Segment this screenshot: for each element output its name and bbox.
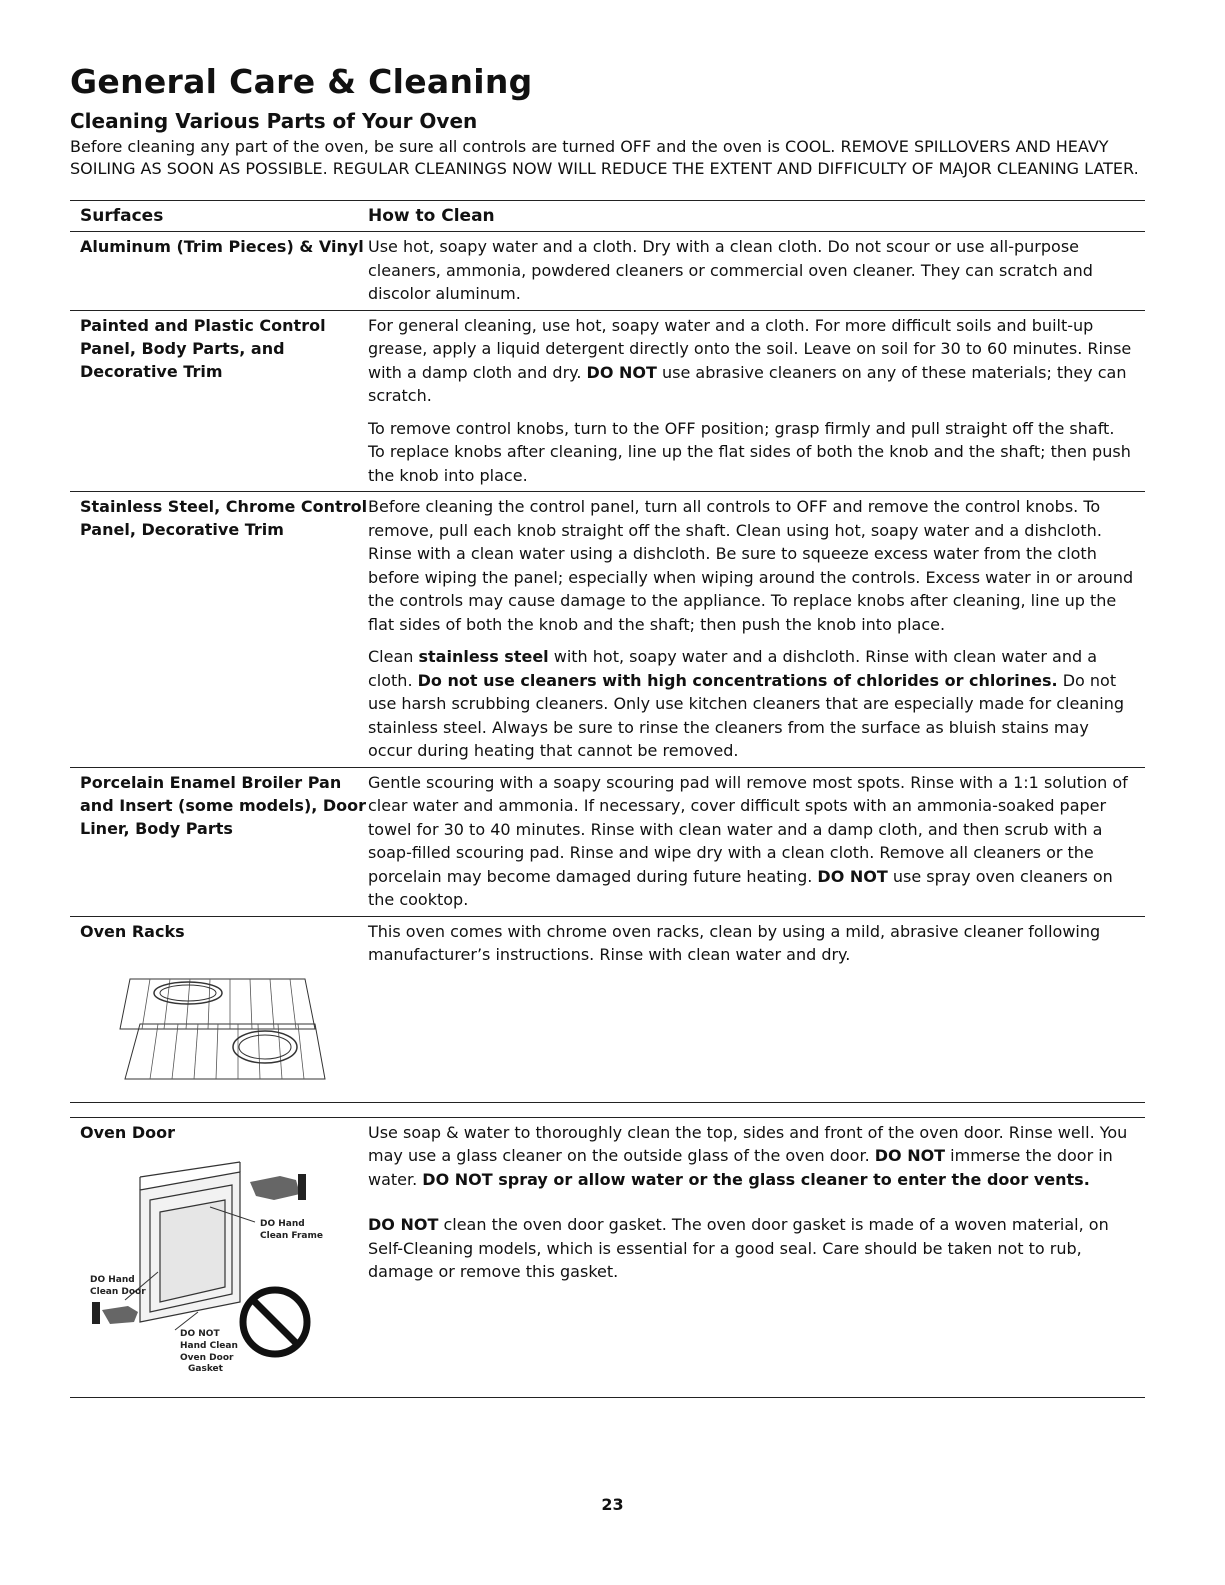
text: Do not use harsh scrubbing cleaners. Only use kitchen cleaners that are especially made for cleaning stainless steel. Always be sure to rinse the cleaners from the surface as bluish stains may occur during heating that cannot be removed. xyxy=(368,670,1124,760)
callout-frame-2: Clean Frame xyxy=(260,1230,323,1241)
paragraph xyxy=(368,235,1135,306)
surface-label: Painted and Plastic Control Panel, Body Parts, and Decorative Trim xyxy=(80,315,326,381)
how-to-clean xyxy=(368,314,1145,488)
hand-icon xyxy=(92,1302,138,1324)
bold-text: DO NOT xyxy=(817,866,888,886)
text: with hot, soapy water and a dishcloth. Rinse with clean water and a cloth. xyxy=(368,647,1098,690)
paragraph xyxy=(368,1213,1135,1284)
intro-text: Before cleaning any part of the oven, be sure all controls are turned OFF and the oven is COOL. REMOVE SPILLOVERS AND HEAVY SOILING AS SOON AS POSSIBLE. REGULAR CLEANINGS NOW WILL REDUCE THE EXTENT AND DIFFICULTY OF MAJOR CLEANING LATER. xyxy=(70,137,1139,178)
text: Clean xyxy=(368,647,419,666)
bold-text: DO NOT spray or allow water or the glass cleaner to enter the door vents. xyxy=(422,1169,1090,1189)
how-to-clean xyxy=(368,495,1145,763)
table-row xyxy=(70,311,1145,493)
surface-label: Oven Door xyxy=(80,1122,175,1142)
surface-cell xyxy=(70,920,368,1098)
text: use abrasive cleaners on any of these materials; they can scratch. xyxy=(368,362,1127,405)
callout-door-2: Clean Door xyxy=(90,1286,146,1297)
paragraph xyxy=(368,495,1135,636)
surface-label: Stainless Steel, Chrome Control Panel, Decorative Trim xyxy=(80,497,368,539)
prohibited-icon xyxy=(243,1290,307,1354)
paragraph xyxy=(368,417,1135,488)
callout-gasket-4: Gasket xyxy=(188,1363,223,1372)
paragraph xyxy=(368,314,1135,408)
callout-gasket-2: Hand Clean xyxy=(180,1340,238,1351)
callout-door-1: DO Hand xyxy=(90,1274,135,1285)
col-surfaces-header: Surfaces xyxy=(80,206,164,226)
page-title: General Care & Cleaning xyxy=(70,62,533,101)
page xyxy=(70,62,1145,1398)
callout-frame-1: DO Hand xyxy=(260,1218,305,1229)
text: For general cleaning, use hot, soapy water and a cloth. For more difficult soils and built-up grease, apply a liquid detergent directly onto the soil. Leave on soil for 30 to 60 minutes. Rinse with a damp cloth and dry. xyxy=(368,315,1132,382)
callout-gasket-1: DO NOT xyxy=(180,1328,220,1339)
table-row xyxy=(70,492,1145,768)
paragraph xyxy=(368,920,1135,967)
surface-label: Aluminum (Trim Pieces) & Vinyl xyxy=(80,237,364,256)
bold-text: DO NOT xyxy=(368,1215,439,1234)
table-header xyxy=(70,200,1145,232)
paragraph xyxy=(368,771,1135,912)
text: Gentle scouring with a soapy scouring pad will remove most spots. Rinse with a 1:1 solution of clear water and ammonia. If necessary, cover difficult spots with an ammonia-soaked paper towel for 30 to 40 minutes. Rinse with clean water and a damp cloth, and then scrub with a soap-filled scouring pad. Rinse and wipe dry with a clean cloth. Remove all cleaners or the porcelain may become damaged during future heating. xyxy=(368,772,1128,886)
text: To remove control knobs, turn to the OFF position; grasp firmly and pull straight off the shaft. To replace knobs after cleaning, line up the flat sides of both the knob and the shaft; then push the knob into place. xyxy=(368,418,1131,485)
text: use spray oven cleaners on the cooktop. xyxy=(368,866,1113,909)
text: Use hot, soapy water and a cloth. Dry with a clean cloth. Do not scour or use all-purpose cleaners, ammonia, powdered cleaners or commercial oven cleaner. They can scratch and discolor aluminum. xyxy=(368,237,1093,303)
surface-label: Oven Racks xyxy=(80,921,185,941)
section-subtitle: Cleaning Various Parts of Your Oven xyxy=(70,109,478,133)
bold-text: stainless steel xyxy=(418,647,549,666)
paragraph xyxy=(368,645,1135,763)
callout-gasket-3: Oven Door xyxy=(180,1352,234,1363)
text: Before cleaning the control panel, turn all controls to OFF and remove the control knobs. To remove, pull each knob straight off the shaft. Clean using hot, soapy water and a dishcloth. Rinse with a clean water using a dishcloth. Be sure to squeeze excess water from the cloth before wiping the panel; especially when wiping around the controls. Excess water in or around the controls may cause damage to the appliance. To replace knobs after cleaning, line up the flat sides of both the knob and the shaft; then push the knob into place. xyxy=(368,497,1134,634)
table-row xyxy=(70,917,1145,1103)
how-to-clean xyxy=(368,771,1145,912)
page-number: 23 xyxy=(601,1495,624,1514)
how-to-clean xyxy=(368,235,1145,306)
surface-label: Porcelain Enamel Broiler Pan and Insert (some models), Door Liner, Body Parts xyxy=(80,772,367,838)
bold-text: Do not use cleaners with high concentrations of chlorides or chlorines. xyxy=(417,670,1058,690)
surface-cell xyxy=(70,1121,368,1393)
text: immerse the door in water. xyxy=(368,1146,1113,1189)
hand-icon xyxy=(250,1174,306,1200)
oven-rack-illustration xyxy=(110,969,330,1089)
bold-text: DO NOT xyxy=(874,1146,946,1165)
bold-text: DO NOT xyxy=(586,362,657,382)
paragraph xyxy=(368,1121,1135,1192)
table-row xyxy=(70,1117,1145,1398)
text: This oven comes with chrome oven racks, clean by using a mild, abrasive cleaner following manufacturer’s instructions. Rinse with clean water and dry. xyxy=(368,921,1101,964)
text: clean the oven door gasket. The oven door gasket is made of a woven material, on Self-Cleaning models, which is essential for a good seal. Care should be taken not to rub, damage or remove this gasket. xyxy=(368,1215,1109,1281)
oven-door-illustration xyxy=(80,1152,340,1372)
how-to-clean xyxy=(368,1121,1145,1393)
how-to-clean xyxy=(368,920,1145,1098)
col-how-header: How to Clean xyxy=(368,206,495,226)
table-row xyxy=(70,232,1145,311)
table-row xyxy=(70,768,1145,917)
text: Use soap & water to thoroughly clean the top, sides and front of the oven door. Rinse well. You may use a glass cleaner on the outside glass of the oven door. xyxy=(368,1122,1128,1165)
